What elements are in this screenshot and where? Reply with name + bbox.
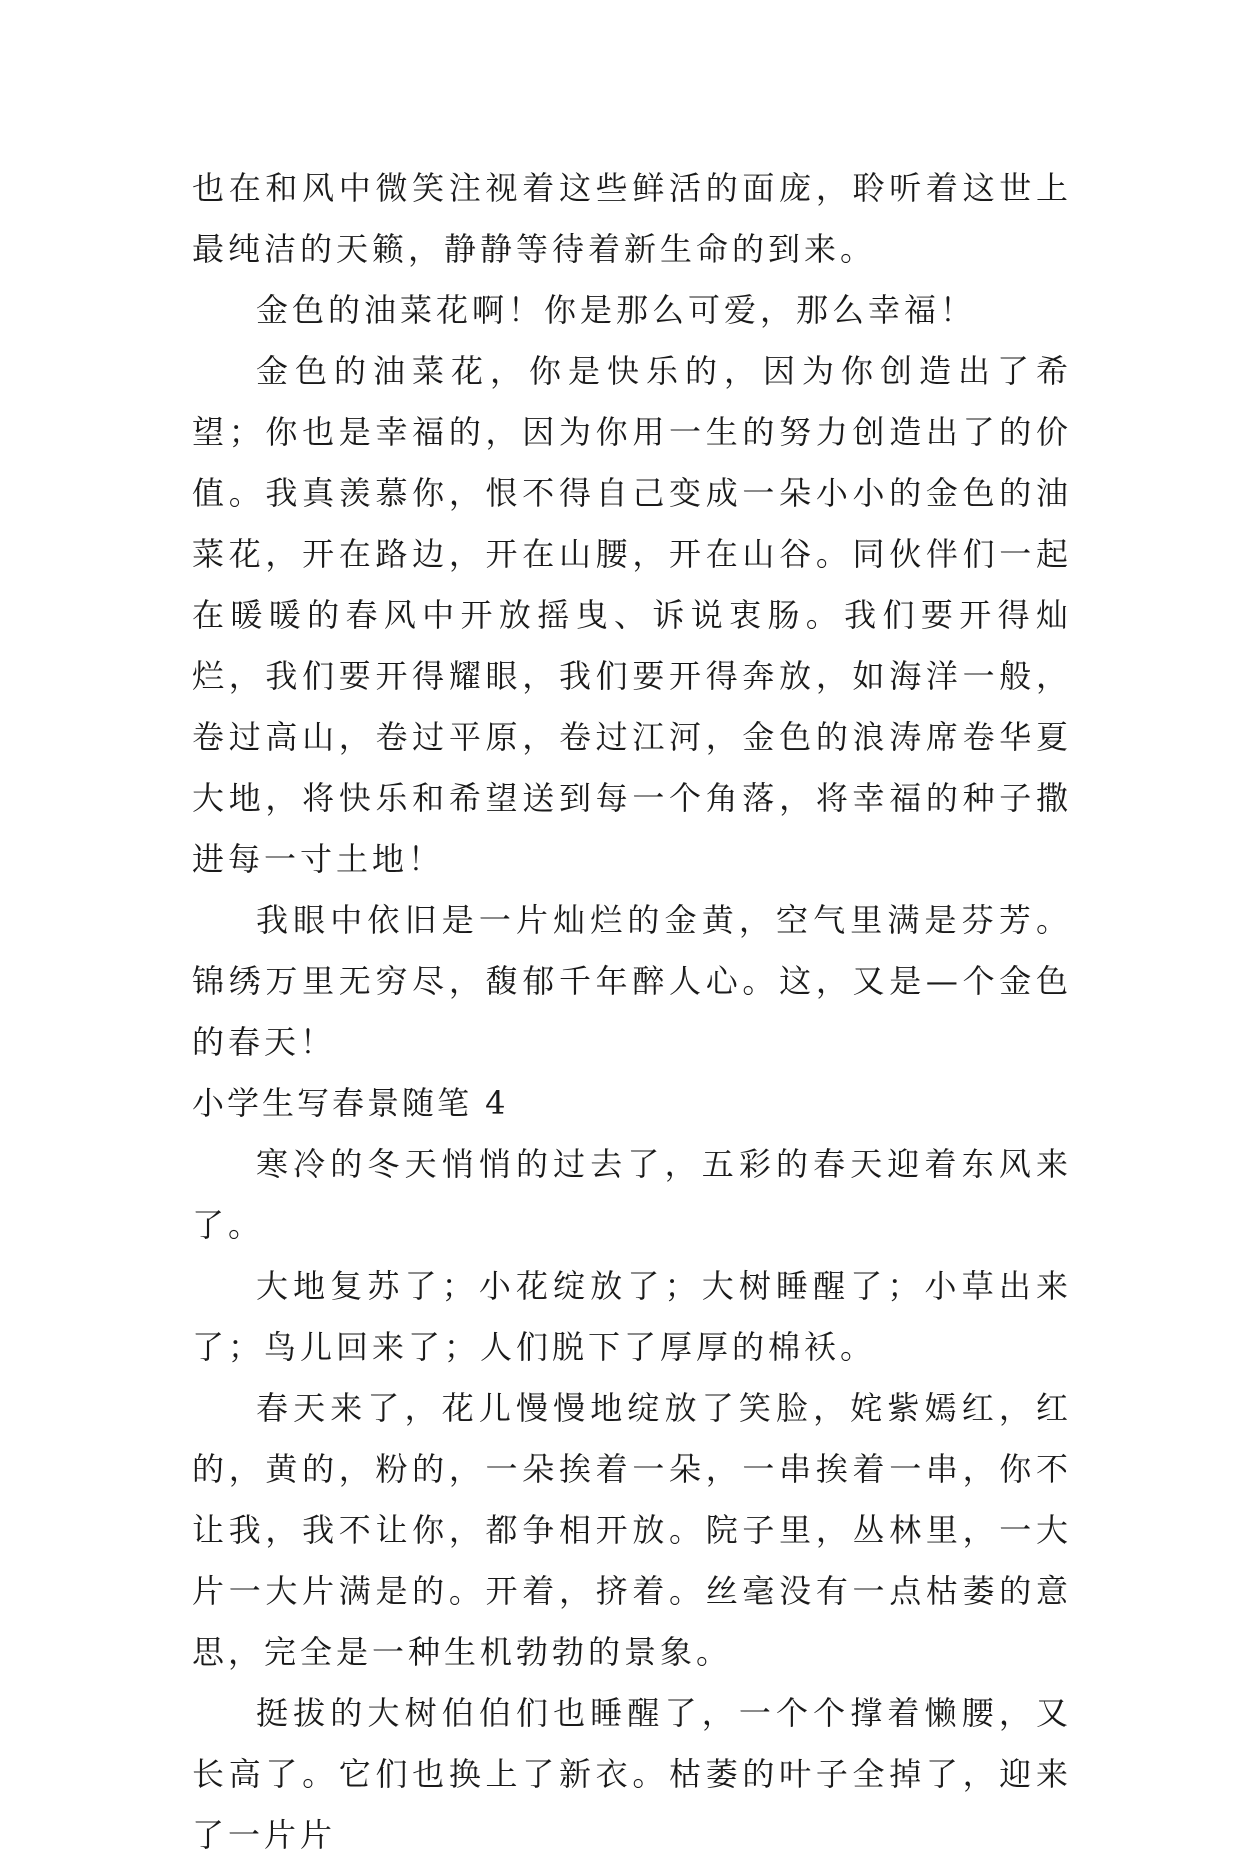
paragraph: 也在和风中微笑注视着这些鲜活的面庞，聆听着这世上最纯洁的天籁，静静等待着新生命的到来。	[192, 169, 1072, 268]
paragraph: 我眼中依旧是一片灿烂的金黄，空气里满是芬芳。锦绣万里无穷尽，馥郁千年醉人心。这，又是—个金色的春天！	[192, 901, 1072, 1061]
paragraph: 春天来了，花儿慢慢地绽放了笑脸，姹紫嫣红，红的，黄的，粉的，一朵挨着一朵，一串挨着一串，你不让我，我不让你，都争相开放。院子里，丛林里，一大片一大片满是的。开着，挤着。丝毫没有一点枯萎的意思，完全是一种生机勃勃的景象。	[192, 1389, 1072, 1671]
document-body	[192, 158, 1072, 1866]
section-title: 小学生写春景随笔 4	[192, 1084, 509, 1122]
paragraph: 金色的油菜花啊！你是那么可爱，那么幸福！	[256, 291, 977, 329]
paragraph: 挺拔的大树伯伯们也睡醒了，一个个撑着懒腰，又长高了。它们也换上了新衣。枯萎的叶子全掉了，迎来了一片片	[192, 1694, 1072, 1854]
paragraph: 金色的油菜花，你是快乐的，因为你创造出了希望；你也是幸福的，因为你用一生的努力创造出了的价值。我真羡慕你，恨不得自己变成一朵小小的金色的油菜花，开在路边，开在山腰，开在山谷。同伙伴们一起在暖暖的春风中开放摇曳、诉说衷肠。我们要开得灿烂，我们要开得耀眼，我们要开得奔放，如海洋一般，卷过高山，卷过平原，卷过江河，金色的浪涛席卷华夏大地，将快乐和希望送到每一个角落，将幸福的种子撒进每一寸土地！	[192, 352, 1072, 878]
paragraph: 寒冷的冬天悄悄的过去了，五彩的春天迎着东风来了。	[192, 1145, 1072, 1244]
paragraph: 大地复苏了；小花绽放了；大树睡醒了；小草出来了；鸟儿回来了；人们脱下了厚厚的棉袄。	[192, 1267, 1072, 1366]
